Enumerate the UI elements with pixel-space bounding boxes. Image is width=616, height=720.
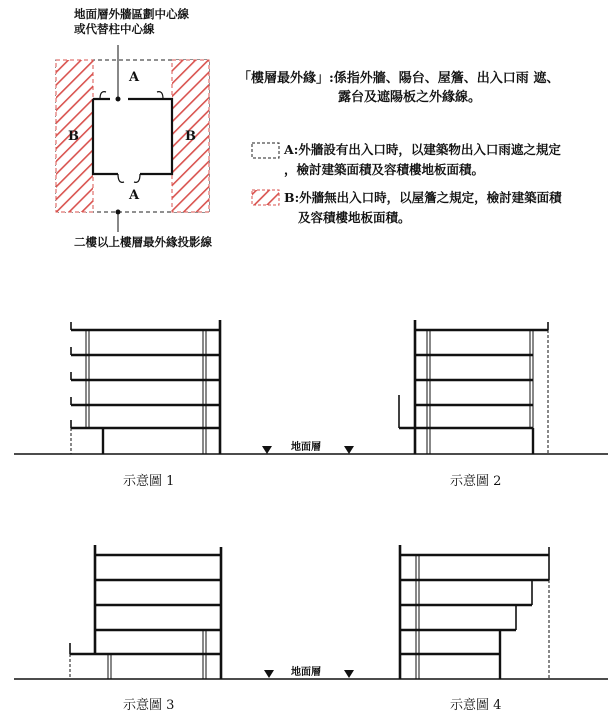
definition-line1: 「樓層最外緣」:係指外牆、陽台、屋簷、出入口雨 遮、: [238, 71, 560, 86]
section-figure-4: [400, 545, 549, 679]
legend-a-line1: A:外牆設有出入口時，以建築物出入口雨遮之規定: [284, 142, 561, 157]
caption-figure-3: 示意圖 3: [123, 698, 175, 713]
center-point-bottom: [116, 210, 121, 215]
legend-swatch-b: [252, 190, 279, 205]
legend-swatch-a: [252, 143, 279, 158]
caption-figure-2: 示意圖 2: [450, 474, 502, 489]
entrance-swing-marks: [100, 92, 163, 183]
plan-label-a-top: A: [129, 70, 140, 85]
section-figure-2: [399, 320, 548, 454]
ground-marker-left-row1: [262, 446, 272, 454]
ground-level-label-row1: 地面層: [291, 442, 321, 453]
plan-bottom-label: 二樓以上樓層最外緣投影線: [74, 235, 212, 249]
ground-marker-left-row2: [264, 670, 274, 678]
legend-b-line2: 及容積樓地板面積。: [298, 210, 411, 225]
plan-label-b-left: B: [68, 129, 79, 144]
plan-top-label-line2: 或代替柱中心線: [74, 22, 155, 36]
ground-marker-right-row2: [344, 670, 354, 678]
legend-b-line1: B:外牆無出入口時，以屋簷之規定，檢討建築面積: [284, 190, 562, 205]
ground-level-label-row2: 地面層: [291, 667, 321, 678]
plan-top-label-line1: 地面層外牆區劃中心線: [74, 7, 189, 21]
plan-top-label: [74, 7, 189, 37]
section-figure-1: [71, 320, 220, 454]
section-figure-3: [70, 545, 221, 679]
center-point-top: [116, 97, 121, 102]
caption-figure-4: 示意圖 4: [450, 698, 502, 713]
plan-label-b-right: B: [185, 129, 196, 144]
legend-a-line2: ，檢討建築面積及容積樓地板面積。: [284, 162, 485, 177]
caption-figure-1: 示意圖 1: [123, 474, 175, 489]
definition-line2: 露台及遮陽板之外緣線。: [338, 90, 482, 105]
ground-marker-right-row1: [344, 446, 354, 454]
ground-floor-wall-outline: [93, 99, 172, 174]
plan-label-a-bottom: A: [129, 188, 140, 203]
